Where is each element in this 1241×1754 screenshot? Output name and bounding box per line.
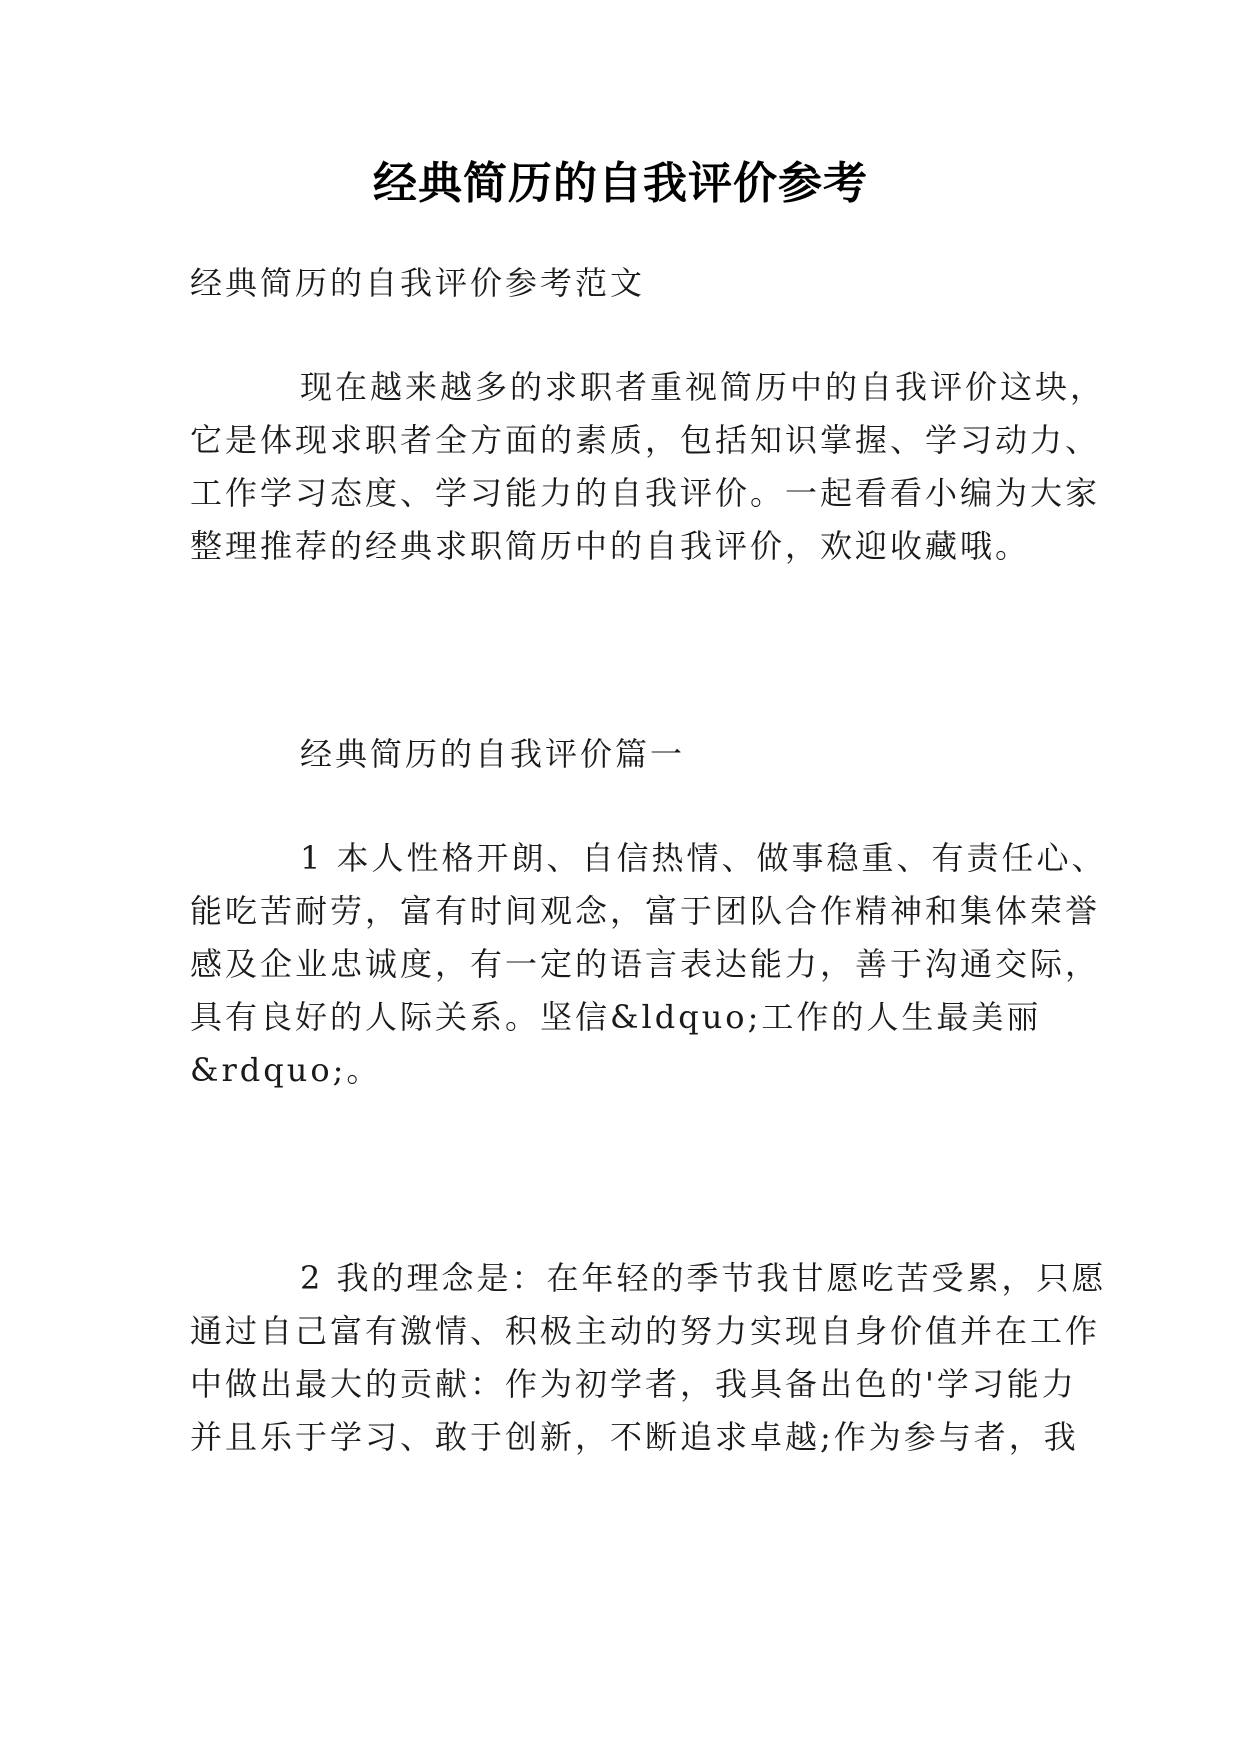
paragraph-line: 中做出最大的贡献：作为初学者，我具备出色的'学习能力 <box>190 1365 1077 1403</box>
paragraph-line: 能吃苦耐劳，富有时间观念，富于团队合作精神和集体荣誉 <box>190 892 1101 930</box>
paragraph-line: 具有良好的人际关系。坚信&ldquo;工作的人生最美丽 <box>190 998 1042 1036</box>
paragraph-line: 工作学习态度、学习能力的自我评价。一起看看小编为大家 <box>190 474 1101 512</box>
document-title: 经典简历的自我评价参考 <box>373 158 868 209</box>
paragraph-line: 它是体现求职者全方面的素质，包括知识掌握、学习动力、 <box>190 421 1101 459</box>
document-subtitle: 经典简历的自我评价参考范文 <box>190 264 646 302</box>
paragraph-line: 整理推荐的经典求职简历中的自我评价，欢迎收藏哦。 <box>190 527 1031 565</box>
paragraph-line: 并且乐于学习、敢于创新，不断追求卓越;作为参与者，我 <box>190 1418 1079 1456</box>
paragraph-line: 现在越来越多的求职者重视简历中的自我评价这块， <box>300 368 1106 406</box>
paragraph-line: 2 我的理念是：在年轻的季节我甘愿吃苦受累，只愿 <box>300 1259 1107 1297</box>
paragraph-line: 通过自己富有激情、积极主动的努力实现自身价值并在工作 <box>190 1312 1101 1350</box>
section-heading: 经典简历的自我评价篇一 <box>300 735 686 773</box>
paragraph-line: 感及企业忠诚度，有一定的语言表达能力，善于沟通交际， <box>190 945 1101 983</box>
paragraph-line: 1 本人性格开朗、自信热情、做事稳重、有责任心、 <box>300 839 1107 877</box>
paragraph-line: &rdquo;。 <box>190 1051 382 1089</box>
